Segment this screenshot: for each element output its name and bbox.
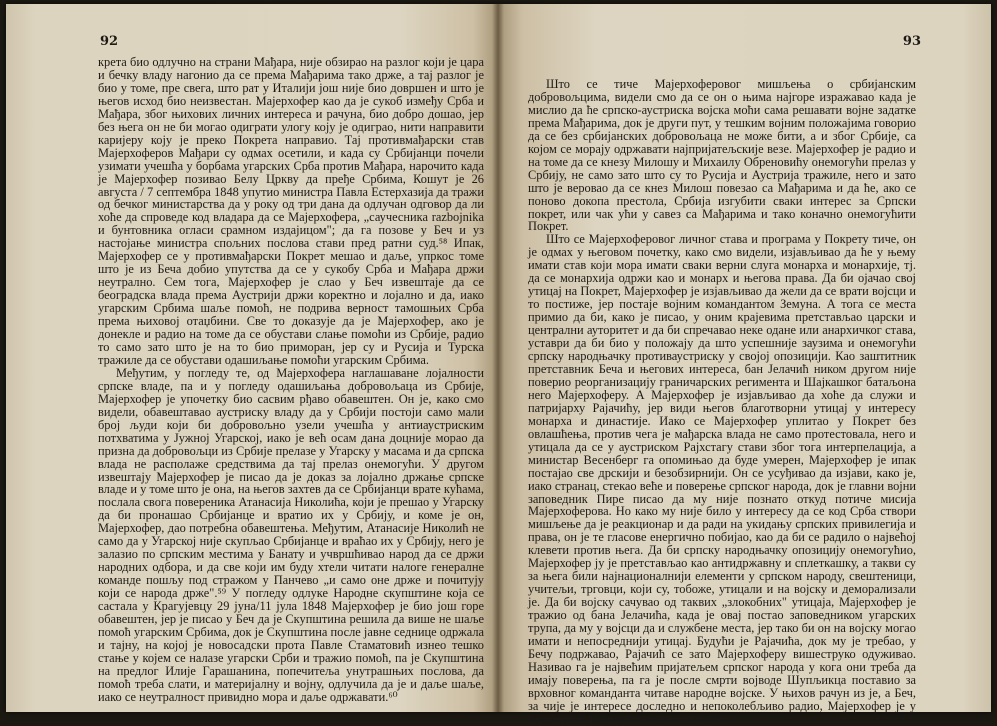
left-page bbox=[6, 4, 498, 712]
paragraph: Што се тиче Мајерхоферовог мишљења о србијанским добровољцима, видели смо да се он о њима најгоре изражавао када је мислио да ће српско-аустриска војска моћи сама решавати војне задатке према Мађарима, док је други пут, у тешким војним положајима говорио да се без србијанских добровољаца не може бити, а и због Србије, са којом се морају одржавати најпријатељскије везе. Мајерхофер је радио и на томе да се кнезу Милошу и Михаилу Обреновићу онемогући прелаз у Србију, не само зато што су то Русија и Аустрија тражиле, него и зато што је веровао да се кнез Милош повезао са Мађарима и да ће, ако се поново докопа престола, Србија изгубити сваки интерес за Српски покрет, или чак ући у савез са Мађарима и тако коначно онемогућити Покрет. bbox=[528, 77, 916, 234]
paragraph: Што се Мајерхоферовог личног става и програма у Покрету тиче, он је одмах у његовом почетку, како смо видели, изјављивао да ће у њему имати став који мора имати сваки верни слуга монарха и монархије, тј. да се монархија одржи као и монарх и његова права. Да би ојачао свој утицај на Покрет, Мајерхофер је изјављивао да жели да се врати војсци и то постиже, јер постаје војним командантом Земуна. А тога се места примио да би, како је писао, у оним крајевима претстављао царски и централни ауторитет и да би спречавао неке одане или анархичког става, уставри да би био у положају да што успешније заузима и онемогући српску народњачку противаустриску у својој опозицији. Као заштитник претставник Беча и његових интереса, бан Јелачић ником другом није поверио реорганизацију граничарских регимента и Шајкашког батаљона него Мајерхоферу. А Мајерхофер је изјављивао да хоће да служи и патријарху Рајачићу, јер види његов благотворни утицај у интересу монарха и династије. Иако се Мајерхофер уплитао у Покрет без овлашћења, против чега је мађарска влада не само протестовала, него и утицала да се у аустриском Рајхстагу стави због тога интерпелација, а министар Весенберг га опомињао да буде умерен, Мајерхофер је ипак постајао све дрскији и безобзирнији. Он се усуђивао да изјави, како је, иако странац, стекао веће и поверење српског народа, док је главни војни заповедник Пире писао да му није познато откуд потиче мисија Мајерхоферова. Но како му није било у интересу да се код Срба створи мишљење да је реакционар и да ради на укидању српских привилегија и права, он је те гласове енергично побијао, као да би се радило о највећој клевети против њега. Да би српску народњачку опозицију онемогућио, Мајерхофер ју је претстављао као антидржавну и сплеткашку, а такви су за њега били најнационалнији елементи у српском народу, свештеници, учитељи, трговци, који су, тобоже, утицали и на војску и деморализали је. Да би војску сачувао од таквих „злокобних" утицаја, Мајерхофер је тражио од бана Јелачића, када је овај постао заповедником угарских трупа, да му у војсци да и службене места, јер тако би он на војску могао имати и непосреднији утицај. Будући је Рајачића, док му је требао, у Бечу подржавао, Рајачић се зато Мајерхоферу вишеструко одуживао. Називао га је највећим пријатељем српског народа у кога они треба да имају поверења, па га је после смрти војводе Шупљикца поставио за врховног команданта читаве народне војске. У њихов рачун из је, а Беч, за чије је интересе доследно и непоколебљиво радио, Мајерхофер је у каријери и даље напредовао и постао bbox=[528, 232, 916, 726]
left-page-text bbox=[98, 56, 484, 704]
right-page-text bbox=[528, 78, 916, 726]
page-number-right: 93 bbox=[902, 34, 921, 49]
book-gutter bbox=[492, 4, 504, 712]
right-page bbox=[498, 4, 991, 726]
paragraph: крета био одлучно на страни Мађара, није обзирао на разлог који је цара и бечку владу нагонио да се према Мађарима тако држе, а тај разлог је био у томе, пре свега, што рат у Италији још није био довршен и што је његов исход био неизвестан. Мајерхофер као да је сукоб између Срба и Мађара, због њихових личних интереса и рачуна, био добро дошао, јер без њега он не би могао одиграти улогу коју је одиграо, нити направити каријеру коју је преко Покрета направио. Тај противмађарски став Мајерхоферов Мађари су одмах осетили, и када су Србијанци почели узимати учешћа у борбама угарских Срба против Мађара, нарочито када је Мајерхофер позивао Белу Цркву да пређе Србима, Кошут је 26 августа / 7 септембра 1848 упутио министра Павла Естерхазија да тражи од бечког министарства да у року од три дана да одлучан одговор да ли хоће да спроведе код владара да се Мајерхофера, „саучесника razbojnika и бунтовника огласи срамном издајицом"; да га позове у Беч и уз настојање министра спољних послова стави пред ратни суд.⁵⁸ Ипак, Мајерхофер се у противмађарски Покрет мешао и даље, упркос томе што је из Беча добио упутства да се у сукобу Срба и Мађара држи неутрално. Сем тога, Мајерхофер је слао у Беч извештаје да се београдска влада према Аустрији држи коректно и лојално и да, иако угарским Србима шаље помоћ, не подрива верност тамошњих Срба према њиховој отаџбини. Све то доказује да је Мајерхофер, ако је донекле и радио на томе да се обустави слање помоћи из Србије, радио то само зато што је на то био приморан, јер су и Русија и Турска тражиле да се обустави одашиљање помоћи угарским Србима. bbox=[98, 55, 484, 367]
paragraph: Међутим, у погледу те, од Мајерхофера наглашаване лојалности српске владе, па и у погледу одашиљања добровољаца из Србије, Мајерхофер је упочетку био сасвим рђаво обавештен. Он је, како смо видели, обавештавао аустриску владу да у Србији постоји само мали број људи који би добровољно узели учешћа у антиаустриским потхватима у Јужној Угарској, иако је већ осам дана доцније морао да призна да добровољци из Србије прелазе у Угарску у масама и да српска влада не располаже средствима да тај прелаз онемогући. У другом извештају Мајерхофер је писао да је доказ за лојално држање српске владе и у томе што је она, на његов захтев да се Србијанци врате кућама, послала свога повереника Атанасија Николића, који је прешао у Угарску да би пронашао Србијанце и вратио их у Србију, и коме је он, Мајерхофер, дао потребна обавештења. Међутим, Атанасије Николић не само да у Угарској није скупљао Србијанце и враћао их у Србију, него је залазио по српским местима у Банату и учвршћивао народ да се држи народних одбора, и да све који им буду хтели читати налоге генералне команде пошљу под стражом у Панчево „и само оне држе и почитују који се народа држе".⁵⁹ У погледу одлуке Народне скупштине која се састала у Крагујевцу 29 јуна/11 јула 1848 Мајерхофер је био још горе обавештен, јер је писао у Беч да је Скупштина решила да више не шаље помоћ угарским Србима, док је Скупштина после јавне седнице одржала и тајну, на којој је новосадски прота Павле Стаматовић изнео тешко стање у којем се налазе угарски Срби и тражио помоћ, па је Скупштина на предлог Илије Гарашанина, попечитеља унутрашњих послова, да помоћ треба слати, и материјалну и војну, одлучила да је и даље шаље, иако се неутралност привидно мора и даље одржавати.⁶⁰ bbox=[98, 365, 484, 704]
page-number-left: 92 bbox=[100, 34, 119, 49]
book-spread bbox=[6, 4, 991, 726]
